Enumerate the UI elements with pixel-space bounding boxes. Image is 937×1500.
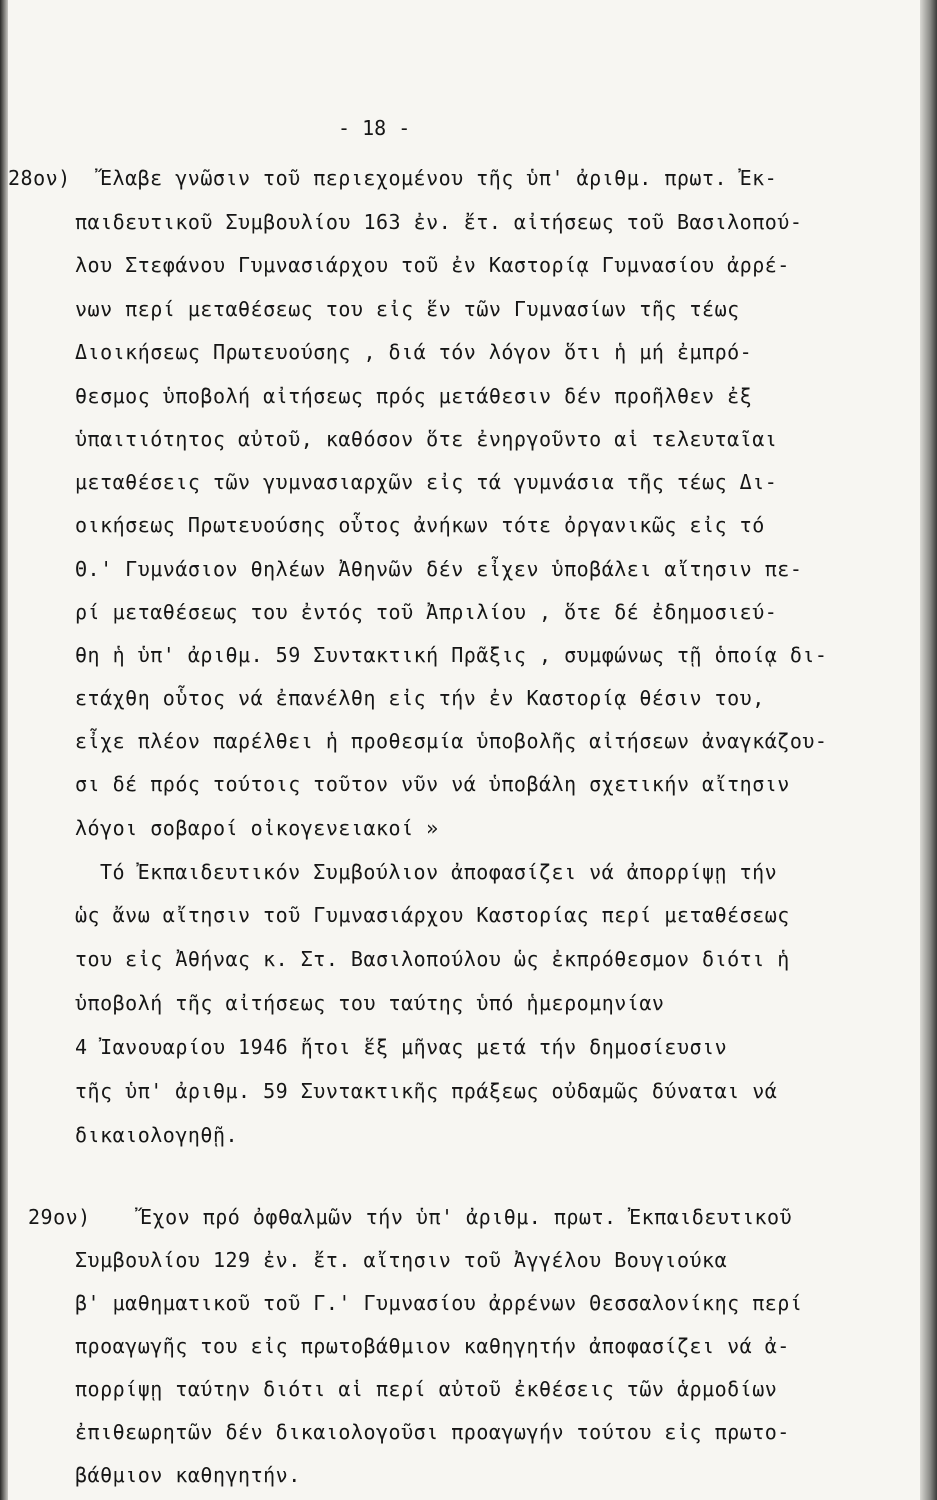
item-28-line: λόγοι σοβαροί οἰκογενειακοί » — [75, 816, 439, 840]
item-28-line: ετάχθη οὗτος νά ἐπανέλθη εἰς τήν ἐν Καστορίᾳ θέσιν του, — [75, 686, 765, 710]
item-29-line: Συμβουλίου 129 ἐν. ἔτ. αἴτησιν τοῦ Ἀγγέλου Βουγιούκα — [75, 1248, 728, 1272]
item-28-line: Ἔλαβε γνῶσιν τοῦ περιεχομένου τῆς ὑπ' ἀριθμ. πρωτ. Ἐκ- — [100, 166, 778, 190]
decision-line: 4 Ἰανουαρίου 1946 ἤτοι ἕξ μῆνας μετά τήν δημοσίευσιν — [75, 1035, 728, 1059]
item-28-line: θη ἡ ὑπ' ἀριθμ. 59 Συντακτική Πρᾶξις , συμφώνως τῇ ὁποίᾳ δι- — [75, 643, 828, 667]
item-29-line: ἐπιθεωρητῶν δέν δικαιολογοῦσι προαγωγήν τούτου εἰς πρωτο- — [75, 1420, 790, 1444]
item-29-line: βάθμιον καθηγητήν. — [75, 1463, 301, 1487]
item-28-line: οικήσεως Πρωτευούσης οὗτος ἀνήκων τότε ὀργανικῶς εἰς τό — [75, 513, 765, 537]
item-28-line: Διοικήσεως Πρωτευούσης , διά τόν λόγον ὅτι ἡ μή ἐμπρό- — [75, 340, 753, 364]
item-29-line: πορρίψῃ ταύτην διότι αἱ περί αὐτοῦ ἐκθέσεις τῶν ἁρμοδίων — [75, 1377, 778, 1401]
item-29-line: προαγωγῆς του εἰς πρωτοβάθμιον καθηγητήν ἀποφασίζει νά ἀ- — [75, 1334, 790, 1358]
item-28-line: νων περί μεταθέσεως του εἰς ἕν τῶν Γυμνασίων τῆς τέως — [75, 297, 740, 321]
item-29-line: β' μαθηματικοῦ τοῦ Γ.' Γυμνασίου ἀρρένων Θεσσαλονίκης περί — [75, 1291, 803, 1315]
item-28-line: παιδευτικοῦ Συμβουλίου 163 ἐν. ἔτ. αἰτήσεως τοῦ Βασιλοπού- — [75, 210, 803, 234]
item-28-line: μεταθέσεις τῶν γυμνασιαρχῶν εἰς τά γυμνάσια τῆς τέως Δι- — [75, 470, 778, 494]
item-28-line: εἶχε πλέον παρέλθει ἡ προθεσμία ὑποβολῆς αἰτήσεων ἀναγκάζου- — [75, 729, 828, 753]
item-29-marker: 29ον) — [28, 1205, 91, 1229]
item-28-line: σι δέ πρός τούτοις τοῦτον νῦν νά ὑποβάλη σχετικήν αἴτησιν — [75, 772, 790, 796]
item-28-line: Θ.' Γυμνάσιον θηλέων Ἀθηνῶν δέν εἶχεν ὑποβάλει αἴτησιν πε- — [75, 557, 803, 581]
item-28-line: λου Στεφάνου Γυμνασιάρχου τοῦ ἐν Καστορίᾳ Γυμνασίου ἀρρέ- — [75, 253, 790, 277]
decision-line: δικαιολογηθῇ. — [75, 1123, 239, 1147]
scan-edge-right — [920, 0, 937, 1500]
decision-line: ὑποβολή τῆς αἰτήσεως του ταύτης ὑπό ἡμερομηνίαν — [75, 991, 665, 1015]
item-28-line: θεσμος ὑποβολή αἰτήσεως πρός μετάθεσιν δέν προῆλθεν ἐξ — [75, 384, 753, 408]
item-29-line: Ἔχον πρό ὀφθαλμῶν τήν ὑπ' ἀριθμ. πρωτ. Ἐκπαιδευτικοῦ — [140, 1205, 793, 1229]
item-28-line: ρί μεταθέσεως του ἐντός τοῦ Ἀπριλίου , ὅτε δέ ἐδημοσιεύ- — [75, 600, 778, 624]
page-number: - 18 - — [338, 116, 411, 140]
decision-line: του εἰς Ἀθήνας κ. Στ. Βασιλοπούλου ὡς ἐκπρόθεσμον διότι ἡ — [75, 947, 790, 971]
scan-edge-left — [0, 0, 8, 1500]
decision-line: ὡς ἄνω αἴτησιν τοῦ Γυμνασιάρχου Καστορίας περί μεταθέσεως — [75, 903, 790, 927]
item-28-line: ὑπαιτιότητος αὐτοῦ, καθόσον ὅτε ἐνηργοῦντο αἱ τελευταῖαι — [75, 427, 778, 451]
decision-line: τῆς ὑπ' ἀριθμ. 59 Συντακτικῆς πράξεως οὐδαμῶς δύναται νά — [75, 1079, 778, 1103]
item-28-marker: 28ον) — [8, 166, 71, 190]
decision-line: Τό Ἐκπαιδευτικόν Συμβούλιον ἀποφασίζει νά ἀπορρίψῃ τήν — [100, 860, 778, 884]
